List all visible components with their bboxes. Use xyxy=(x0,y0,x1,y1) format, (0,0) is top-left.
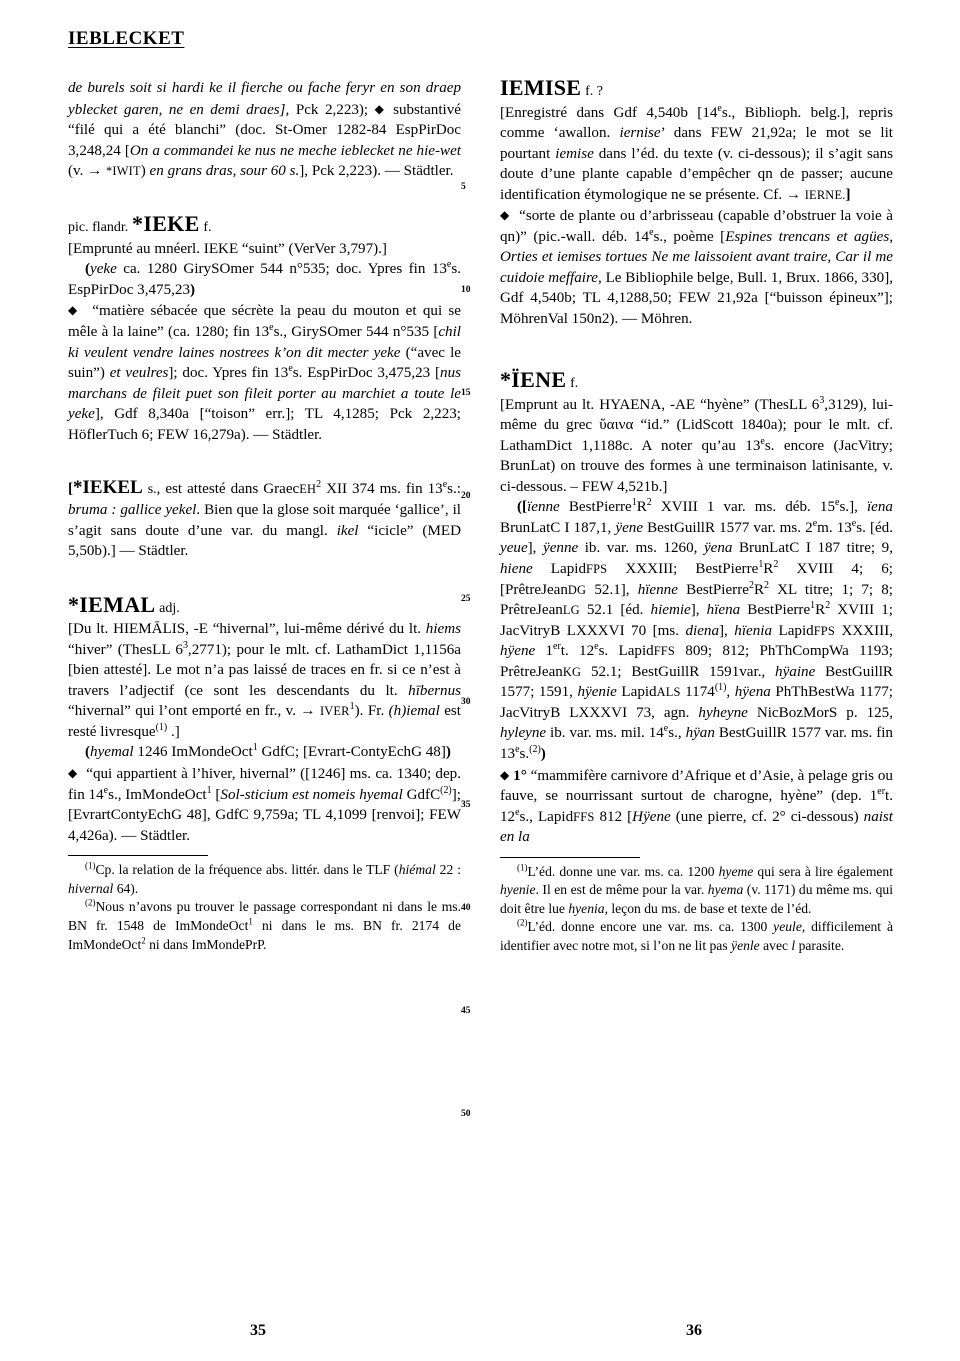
footnote-text-2: ni dans le ms. BN fr. 2174 de ImMondeOct xyxy=(68,917,461,952)
ieke-ref-2: s. EspPirDoc 3,475,23 xyxy=(68,261,461,298)
iekel-headword: *IEKEL xyxy=(73,476,143,498)
entry-ieke xyxy=(68,211,461,445)
ieke-form-1: yeke xyxy=(90,261,117,278)
iene-sense-ref-4: 812 [ xyxy=(594,808,633,825)
ieke-exp-1: e xyxy=(446,259,452,271)
iene-source-sc-1: FPS xyxy=(586,562,608,577)
iene-etym-2: ,3129), lui-même du grec xyxy=(500,396,893,434)
ieblecket-citation-2: On a commandei ke nus ne meche ieblecket ne hie-wet xyxy=(129,142,461,159)
iemise-form-2: iemise xyxy=(555,145,594,162)
ieblecket-gloss: substantivé “filé qui a été blanchi” (doc. St-Omer 1282-84 EspPirDoc 3,248,24 [ xyxy=(68,101,461,159)
iemise-exp-2: e xyxy=(649,226,654,238)
iemal-sup-2: 1 xyxy=(349,701,355,713)
footnote-marker: (1) xyxy=(517,862,528,873)
iemal-sup-3: 1 xyxy=(252,742,258,754)
iene-exp-1: e xyxy=(760,435,765,447)
iene-form-13: hÿene xyxy=(500,643,536,660)
iene-etymology xyxy=(500,395,893,498)
footnote-2 xyxy=(68,898,461,954)
iemise-etymology xyxy=(500,103,893,206)
ieke-headword: *IEKE xyxy=(132,211,200,237)
iene-form-11: diena xyxy=(685,622,720,639)
iene-sense-ref-2: t. 12 xyxy=(500,788,893,825)
ieke-pos: f. xyxy=(203,220,212,236)
iene-greek-etymon: ὕαινα xyxy=(599,417,634,434)
iene-form-9: hiemie xyxy=(650,602,691,619)
iene-sup-er-2: er xyxy=(877,786,886,798)
paren-close: ) xyxy=(540,745,546,762)
footnote-text-4: parasite. xyxy=(795,938,845,954)
footnote-1 xyxy=(68,861,461,898)
iene-att-9: ib. var. ms. 1260, xyxy=(578,540,704,557)
iene-form-3: ÿene xyxy=(615,519,644,536)
entry-ieblecket-continuation xyxy=(68,78,461,182)
line-number: 45 xyxy=(461,1006,471,1016)
entry-iemise xyxy=(500,75,894,330)
iene-form-12: hïenia xyxy=(734,622,773,639)
running-head: IEBLECKET xyxy=(68,28,185,49)
iene-form-17: hyheyne xyxy=(698,704,748,721)
iene-att-11: Lapid xyxy=(532,561,586,578)
footnote-text-2: , difficilement à identifier avec notre mot, si l’on ne lit pas xyxy=(500,919,893,954)
iemal-etym-1: [Du lt. HIEMĀLIS, -E “hivernal”, lui-même dérivé du lt. xyxy=(68,621,426,638)
ieke-ref-7: s. EspPirDoc 3,475,23 [ xyxy=(292,365,441,382)
iemise-etym-5: ] xyxy=(845,186,851,203)
ieblecket-body xyxy=(68,78,461,182)
iene-att-27: 809; 812; PhThCompWa 1193; PrêtreJean xyxy=(500,643,893,680)
ieblecket-ref-1: Pck 2,223); xyxy=(289,101,375,118)
iemal-sense-1: ([1246] ms. ca. 1340; dep. fin 14 xyxy=(68,765,461,803)
iene-form-14: hÿaine xyxy=(775,663,816,680)
iemal-crossref[interactable]: IVER xyxy=(319,704,350,719)
footnote-italic-2: hivernal xyxy=(68,880,114,896)
iene-att-24: 1 xyxy=(535,643,554,660)
ieke-exp-3: e xyxy=(288,363,293,375)
iene-attestations xyxy=(500,497,893,764)
line-number: 50 xyxy=(461,1109,471,1119)
iene-citation-note: (une pierre, cf. 2° ci-dessous) xyxy=(670,808,864,825)
entry-iemal xyxy=(68,591,461,847)
iemise-sense-3: , Le Bibliophile belge, Bull. 1, Brux. 1866, 330], Gdf 4,540b; TL 4,1288,50; FEW 21,92a [“buisson épineux”]; MöhrenVal 150n2). — Möhren. xyxy=(500,269,893,328)
iene-att-4: BrunLatC I 187,1, xyxy=(500,519,616,536)
right-column xyxy=(500,75,894,956)
iene-pos: f. xyxy=(570,376,579,392)
iemal-sense-3: [ xyxy=(211,786,221,803)
footnote-sup-1: 1 xyxy=(248,916,253,927)
ieke-definition: “matière sébacée que sécrète la peau du mouton et qui se mêle à la laine” xyxy=(68,303,461,341)
iene-att-22: Lapid xyxy=(772,622,814,639)
iemise-headword-line xyxy=(500,75,893,103)
footnote-italic-2: hyenie xyxy=(500,882,536,898)
iemal-citation-source: GdfC xyxy=(402,786,441,803)
iene-sense-ref-1: (dep. 1 xyxy=(823,788,878,805)
iekel-text-5: “icicle” (MED 5,50b).] — Städtler. xyxy=(68,522,461,560)
iene-sup-er-1: er xyxy=(553,641,561,653)
footnote-italic-4: hyenia xyxy=(568,900,605,916)
footnote-ref-1[interactable]: (1) xyxy=(714,682,727,694)
iene-att-15: BestPierre xyxy=(677,581,749,598)
left-footnotes xyxy=(68,855,461,954)
iekel-body xyxy=(68,478,461,562)
ieblecket-citation-1: de burels soit si hardi ke il fierche ou fache feryr en son draep yblecket garen, ne en demi draes], xyxy=(68,80,461,118)
footnote-text-1: L’éd. donne encore une var. ms. ca. 1300 xyxy=(527,919,774,935)
iene-att-35: ib. var. ms. mil. 14 xyxy=(546,725,664,742)
iene-att-28: 52.1; BestGuillR 1591var., xyxy=(581,663,776,680)
iene-etym-4: s. encore (JacVitry; BrunLat) on trouve des formes à une terminaison latinisante, v. ci-dessous. – FEW 4,521b.] xyxy=(500,437,893,495)
iene-sup-7: 2 xyxy=(764,579,769,591)
iemal-definition: “qui appartient à l’hiver, hivernal” xyxy=(86,765,296,782)
ieke-headword-line xyxy=(68,211,461,239)
iene-form-6: ÿena xyxy=(703,540,733,557)
paren-close: ) xyxy=(190,281,196,298)
line-number: 10 xyxy=(461,285,471,295)
iemise-etym-4: dans l’éd. du texte (v. ci-dessous); il s’agit sans doute d’une plante capable d’empêcher qn de passer; aucune identification étymologique ne se présente. Cf. → xyxy=(500,145,893,203)
iemal-exp-1: e xyxy=(103,784,109,796)
iene-citation-1: Hÿene xyxy=(632,808,671,825)
iene-source-sc-5: FFS xyxy=(653,644,675,659)
iene-sup-4: 1 xyxy=(758,559,764,570)
iemise-headword: IEMISE xyxy=(500,75,582,100)
iene-sense-ref-3: s., Lapid xyxy=(519,808,574,825)
iene-att-34: NicBozMorS p. 125, xyxy=(747,704,893,721)
ieke-ref-8: ], Gdf 8,340a [“toison” err.]; TL 4,1285; Pck 2,223; HöflerTuch 6; FEW 16,279a). — Städtler. xyxy=(68,406,461,443)
iene-att-38: s. xyxy=(519,745,530,762)
iene-form-18: hyleyne xyxy=(500,725,547,742)
footnote-text-3: ni dans ImMondePrP. xyxy=(145,936,267,952)
entry-iene xyxy=(500,367,894,848)
line-number: 40 xyxy=(461,903,471,913)
footnote-text-3: avec xyxy=(759,938,792,954)
iemal-etym-7: .] xyxy=(167,723,180,740)
iemise-etym-2: s., Biblioph. belg.], repris comme ‘awallon. xyxy=(500,104,893,142)
ieke-citation-1: chil ki veulent vendre laines nostrees k’on dit mecter yeke xyxy=(68,324,461,361)
iene-att-12: XXXIII; BestPierre xyxy=(607,561,759,578)
lozenge-icon: ◆ xyxy=(500,208,511,223)
iene-att-26: s. Lapid xyxy=(598,643,654,660)
iene-sup-6: 2 xyxy=(748,579,754,591)
iemise-sense-1: (pic.-wall. déb. 14 xyxy=(526,228,650,245)
lozenge-icon: ◆ xyxy=(374,101,387,116)
footnote-ref-2[interactable]: (2) xyxy=(440,784,452,796)
iene-headword: *ÏENE xyxy=(500,367,567,393)
iemise-pos: f. ? xyxy=(585,84,603,99)
iene-source-sc-4: FPS xyxy=(813,623,835,638)
iene-att-37: BestGuillR 1577 var. ms. fin 13 xyxy=(500,725,893,762)
footnote-italic-1: hiémal xyxy=(398,862,436,878)
iene-att-r-2: R xyxy=(763,561,774,578)
iemise-sense-2: s., poème [ xyxy=(653,228,726,245)
iene-att-6: m. 13 xyxy=(817,519,852,536)
iene-att-10: BrunLatC I 187 titre; 9, xyxy=(732,540,893,557)
iemal-att-2: GdfC; [Evrart-ContyEchG 48] xyxy=(257,744,446,761)
iene-form-19: hÿan xyxy=(685,725,715,742)
footnote-marker: (2) xyxy=(517,917,528,928)
right-footnotes xyxy=(500,857,893,956)
iene-source-sc-3: LG xyxy=(562,603,580,618)
iene-att-21: ], xyxy=(719,622,735,639)
iene-att-r-4: R xyxy=(815,602,826,619)
iene-source-sc-8: FFS xyxy=(573,809,595,824)
ieke-ref-5: (“avec le suin”) xyxy=(68,344,461,382)
iene-form-8: hïenne xyxy=(637,581,678,598)
iemal-attestations xyxy=(68,742,461,763)
iemal-form-2: hyemal xyxy=(90,744,134,761)
iene-att-36: s., xyxy=(668,725,686,742)
iene-att-25: t. 12 xyxy=(560,643,595,660)
iene-att-30: Lapid xyxy=(616,684,657,701)
iemal-latin-1: hiems xyxy=(425,621,461,638)
footnote-rule xyxy=(500,857,640,858)
iemal-sense-4: ]; [EvrartContyEchG 48], GdfC 9,759a; TL 4,1099 [renvoi]; FEW 4,426a). — Städtler. xyxy=(68,786,461,844)
iene-form-4: yeue xyxy=(500,540,528,557)
ieblecket-crossref[interactable]: *IWIT xyxy=(106,164,141,179)
lozenge-icon: ◆ xyxy=(500,767,510,782)
iene-sup-8: 1 xyxy=(810,600,816,612)
iene-source-sc-6: KG xyxy=(562,664,582,679)
bracket-open: [ xyxy=(68,480,74,497)
iene-att-32: , xyxy=(726,684,735,701)
iemal-headword: *IEMAL xyxy=(68,591,156,617)
iemise-exp-1: e xyxy=(717,102,722,114)
iemal-sense-2: s., ImMondeOct xyxy=(108,786,207,803)
ieke-ref-4: s., GirySOmer 544 n°535 [ xyxy=(273,324,439,341)
iemal-citation-prefix: Sol- xyxy=(220,786,245,803)
iene-form-15: hÿenie xyxy=(577,684,617,701)
ieke-ref-1: ca. 1280 GirySOmer 544 n°535; doc. Ypres fin 13 xyxy=(116,261,447,278)
iene-att-16: XL titre; 1; 7; 8; PrêtreJean xyxy=(500,581,893,619)
iene-att-14: 52.1], xyxy=(586,581,638,598)
iene-att-2: XVIII 1 var. ms. déb. 15 xyxy=(651,499,836,516)
iemal-att-1: 1246 ImMondeOct xyxy=(133,744,253,761)
footnote-italic-3: hyema xyxy=(707,882,744,898)
iekel-text-2: XII 374 ms. fin 13 xyxy=(321,480,443,497)
iene-att-31: 1174 xyxy=(680,684,715,701)
iene-exp-8: e xyxy=(515,806,520,818)
line-number: 5 xyxy=(461,182,466,192)
iene-sup-3: 2 xyxy=(646,497,652,509)
iekel-exp-1: e xyxy=(442,478,448,490)
iekel-source-sc: EH xyxy=(299,481,317,496)
ieblecket-ref-2: (v. → xyxy=(68,163,107,180)
iene-att-33: PhThBestWa 1177; JacVitryB LXXXVI 73, agn. xyxy=(500,684,894,721)
iene-sup-2: 1 xyxy=(631,497,637,509)
ieke-citation-2: et veulres xyxy=(109,365,169,382)
footnote-text-1: Cp. la relation de la fréquence abs. littér. dans le TLF ( xyxy=(95,862,399,878)
iekel-text-4: . Bien que la glose soit marquée ‘gallice’, il s’agit sans doute d’une var. du mangl. xyxy=(68,502,461,539)
ieke-ref-6: ]; doc. Ypres fin 13 xyxy=(168,365,289,382)
lozenge-icon: ◆ xyxy=(68,303,80,318)
iemise-sense xyxy=(500,205,893,329)
iene-form-7: hiene xyxy=(500,561,533,578)
ieke-exp-2: e xyxy=(269,321,274,333)
ieblecket-ref-3: ) xyxy=(140,163,150,180)
footnote-marker: (2) xyxy=(85,897,96,908)
footnote-sup-2: 2 xyxy=(141,934,146,945)
footnote-text-4: (v. 1171) du même ms. qui doit être lue xyxy=(500,882,893,916)
iene-exp-3: e xyxy=(812,517,818,529)
footnote-rule xyxy=(68,855,208,856)
ieke-sense xyxy=(68,300,461,445)
footnote-text-3: 64). xyxy=(113,880,139,896)
footnote-text-2: qui sera à lire également xyxy=(753,863,894,879)
ieke-attestations xyxy=(68,259,461,300)
iene-source-sc-2: DG xyxy=(567,582,587,597)
ieblecket-ref-4: ], Pck 2,223). — Städtler. xyxy=(299,163,454,180)
footnote-ref-2[interactable]: (2) xyxy=(529,743,541,755)
iene-source-sc-7: ALS xyxy=(656,685,681,700)
footnote-italic-2: ÿenle xyxy=(731,938,760,954)
iene-sense-1-block xyxy=(500,765,893,848)
iene-att-18: ], xyxy=(690,602,707,619)
entry-iekel xyxy=(68,478,461,562)
iene-sup-9: 2 xyxy=(825,600,831,612)
iene-sup-5: 2 xyxy=(773,559,779,570)
line-number: 35 xyxy=(461,800,471,810)
footnote-text-1: Nous n’avons pu trouver le passage correspondant ni dans le ms. BN fr. 1548 de ImMondeOct xyxy=(68,899,461,933)
iene-att-17: 52.1 [éd. xyxy=(579,602,651,619)
iemise-etym-3: ’ dans FEW 21,92a; le mot se lit pourtant xyxy=(500,125,893,162)
iene-form-5: ÿenne xyxy=(543,540,579,557)
paren-close: ) xyxy=(445,744,451,761)
iemise-definition: “sorte de plante ou d’arbrisseau (capable d’obstruer la voie à qn)” xyxy=(500,208,894,245)
footnote-italic-1: yeule xyxy=(773,919,802,935)
iene-form-2: ïena xyxy=(866,499,893,516)
iekel-text-3: s.: xyxy=(447,480,461,497)
folio-left: 35 xyxy=(250,1322,266,1339)
iekel-text-1: , est attesté dans Graec xyxy=(156,480,300,497)
footnote-marker: (1) xyxy=(85,860,96,871)
iene-att-1: BestPierre xyxy=(559,499,632,516)
iemal-sup-4: 1 xyxy=(206,784,212,796)
iemal-etym-5: ). Fr. xyxy=(354,703,389,720)
footnote-2 xyxy=(500,918,893,955)
iene-att-19: BestPierre xyxy=(740,602,811,619)
iene-etym-3: “id.” (LidScott 1840a); pour le mlt. cf. LathamDict 1,1188c. A noter qu’au 13 xyxy=(500,417,893,454)
footnote-italic-1: hyeme xyxy=(718,863,754,879)
iemal-sup-1: 3 xyxy=(182,639,188,651)
footnote-text-1: L’éd. donne une var. ms. ca. 1200 xyxy=(527,863,719,879)
iene-att-r-1: R xyxy=(636,499,647,516)
iene-citation-2: naist en la xyxy=(500,808,893,846)
iene-att-r-3: R xyxy=(753,581,765,598)
line-number: 30 xyxy=(461,697,471,707)
ieke-domain-label: pic. flandr. xyxy=(68,220,129,236)
iekel-citation-2: ikel xyxy=(336,522,359,539)
footnote-text-5: , leçon du ms. de base et texte de l’éd. xyxy=(604,900,812,916)
iene-att-3: s.], xyxy=(839,499,867,516)
iemise-form-1: iernise xyxy=(619,125,661,142)
iene-form-10: hïena xyxy=(706,602,741,619)
iemal-form-1: (h)iemal xyxy=(388,703,440,720)
iemise-citation: Espines trencans et agües, Orties et iemises tortues Ne me laissoient avant traire, Car il me cuidoie meffaire xyxy=(500,228,893,286)
iemal-pos: adj. xyxy=(159,600,180,616)
ieke-ref-3: (ca. 1280; fin 13 xyxy=(163,324,270,341)
iene-exp-4: e xyxy=(851,517,857,529)
iemal-etym-4: “hivernal” qui l’ont emporté en fr., v. → xyxy=(68,703,320,720)
iekel-citation-1: bruma : gallice yekel xyxy=(68,502,197,519)
paren-open: ( xyxy=(85,261,91,278)
iene-form-1: ïenne xyxy=(527,499,560,516)
iemise-crossref[interactable]: IERNE. xyxy=(804,187,846,202)
iene-sup-1: 3 xyxy=(819,394,825,406)
folio-right: 36 xyxy=(686,1322,702,1339)
line-number: 25 xyxy=(461,594,471,604)
iene-att-23: XXXIII, xyxy=(834,622,893,639)
iene-att-7: s. [éd. xyxy=(856,519,893,536)
iene-definition: “mammifère carnivore d’Afrique et d’Asie, à pelage gris ou fauve, se nourrissant surtout de charogne, hyène” xyxy=(500,767,893,805)
iene-form-16: hÿena xyxy=(734,684,771,701)
iene-att-13: XVIII 4; 6; [PrêtreJean xyxy=(500,561,893,598)
iene-exp-5: e xyxy=(594,641,599,653)
footnote-1 xyxy=(500,863,893,919)
iene-exp-2: e xyxy=(835,497,840,509)
iemal-citation-1: sticium est nomeis hyemal xyxy=(244,786,403,803)
iene-exp-7: e xyxy=(515,743,520,755)
footnote-italic-3: l xyxy=(791,938,796,954)
iemal-etym-2: “hiver” (ThesLL 6 xyxy=(68,641,183,658)
iemal-etym-3: ,2771); pour le mlt. cf. LathamDict 1,1156a [bien attesté]. Le mot n’a pas laissé de traces en fr. si ce n’est à travers l’adjectif (ce sont les descendants du lt. xyxy=(68,641,461,699)
iene-sense-number: 1° xyxy=(513,767,527,784)
iene-headword-line xyxy=(500,367,893,395)
iemal-etym-6: est resté livresque xyxy=(68,703,461,740)
ieblecket-citation-3: en grans dras, sour 60 s. xyxy=(149,163,300,180)
paren-open: ([ xyxy=(517,499,528,516)
footnote-text-2: 22 : xyxy=(435,862,461,878)
iene-att-20: XVIII 1; JacVitryB LXXXVI 70 [ms. xyxy=(500,602,893,639)
ieke-citation-3: nus marchans de fileit puet son fileit porter au marchiet a toute le yeke xyxy=(68,365,461,423)
iemise-etym-1: [Enregistré dans Gdf 4,540b [14 xyxy=(500,104,718,121)
iemal-latin-2: hībernus xyxy=(408,682,461,699)
iekel-sup-1: 2 xyxy=(316,478,322,490)
iemal-sense xyxy=(68,763,461,846)
iene-etym-1: [Emprunt au lt. HYAENA, -AE “hyène” (ThesLL 6 xyxy=(500,396,820,413)
iene-exp-6: e xyxy=(663,723,669,735)
iekel-pos: s. xyxy=(147,481,157,497)
footnote-text-3: . Il en est de même pour la var. xyxy=(535,882,708,898)
footnote-ref-1[interactable]: (1) xyxy=(155,721,168,733)
iene-att-29: BestGuillR 1577; 1591, xyxy=(500,663,894,701)
paren-open: ( xyxy=(85,744,91,761)
lozenge-icon: ◆ xyxy=(68,765,78,780)
iemal-etymology xyxy=(68,619,461,742)
ieke-etymology: [Emprunté au mnéerl. IEKE “suint” (VerVer 3,797).] xyxy=(68,240,387,257)
iene-att-5: BestGuillR 1577 var. ms. 2 xyxy=(643,519,813,536)
line-number: 20 xyxy=(461,491,471,501)
iene-att-8: ], xyxy=(527,540,543,557)
iemal-headword-line xyxy=(68,591,461,620)
line-number: 15 xyxy=(461,388,471,398)
left-column xyxy=(68,78,461,954)
